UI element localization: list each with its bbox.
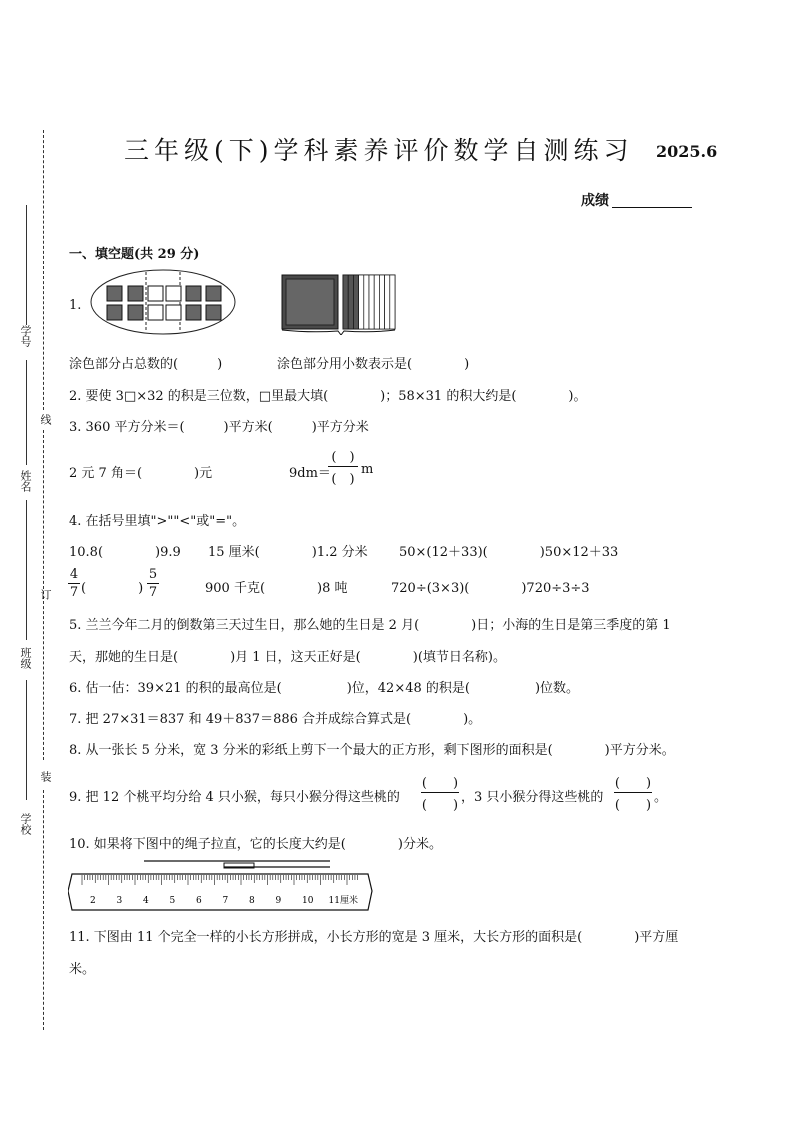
- q3-line2-suffix: m: [361, 462, 374, 477]
- blank-cell: [148, 286, 163, 301]
- q1-number: 1.: [69, 298, 82, 313]
- ruler-number: 9: [275, 896, 282, 906]
- q4-row2-c: 720÷(3×3)( )720÷3÷3: [391, 581, 590, 596]
- q1-decimal-square: [281, 273, 399, 335]
- staple-label: 订: [39, 589, 52, 600]
- q9-part1: 9. 把 12 个桃平均分给 4 只小猴，每只小猴分得这些桃的: [69, 790, 400, 805]
- q3-frac-den[interactable]: ( ): [331, 472, 355, 487]
- q7-text: 7. 把 27×31＝837 和 49＋837＝886 合并成综合算式是( )。: [69, 712, 482, 727]
- class-line: [26, 500, 27, 640]
- blank-cell: [166, 305, 181, 320]
- q3-line2-prefix: 9dm＝: [289, 466, 331, 481]
- q1-text-right: 涂色部分用小数表示是( ): [277, 357, 470, 372]
- q10-rope-ruler: [68, 857, 374, 913]
- q9-fraction-1: ( ) ( ): [421, 776, 459, 813]
- q4-row1-b: 15 厘米( )1.2 分米: [208, 545, 368, 560]
- shaded-cell: [206, 286, 221, 301]
- q3-line1: 3. 360 平方分米＝( )平方米( )平方分米: [69, 420, 369, 435]
- ruler-number: 6: [196, 896, 202, 906]
- shaded-cell: [107, 286, 122, 301]
- q6-text: 6. 估一估：39×21 的积的最高位是( )位，42×48 的积是( )位数。: [69, 681, 580, 696]
- decimal-strip: [374, 275, 379, 329]
- ruler-number: 8: [249, 896, 255, 906]
- q5-line2: 天，那她的生日是( )月 1 日，这天正好是( )(填节日名称)。: [69, 650, 506, 665]
- q3-line2-left: 2 元 7 角＝( )元: [69, 466, 213, 481]
- shaded-cell: [128, 286, 143, 301]
- shaded-cell: [186, 286, 201, 301]
- binding-dashed-line: [43, 130, 44, 410]
- ruler-number: 2: [90, 896, 96, 906]
- name-label: 姓名: [19, 470, 32, 492]
- q1-text-left: 涂色部分占总数的( ): [69, 357, 223, 372]
- student-id-line: [26, 205, 27, 325]
- shaded-cell: [107, 305, 122, 320]
- school-line: [26, 680, 27, 800]
- title-year: 2025.6: [656, 142, 718, 161]
- q3-fraction: [328, 446, 358, 487]
- shaded-cell: [128, 305, 143, 320]
- q3-frac-num[interactable]: ( ): [331, 450, 355, 465]
- name-line: [26, 360, 27, 465]
- ruler-number: 10: [302, 896, 314, 906]
- score-label: 成绩: [581, 193, 609, 209]
- q2-text: 2. 要使 3□×32 的积是三位数，□里最大填( )；58×31 的积大约是( )。: [69, 389, 587, 404]
- q4-fraction-1: 4 7: [69, 567, 79, 600]
- q4-fraction-2: 5 7: [148, 567, 158, 600]
- section-heading: 一、填空题(共 29 分): [69, 247, 200, 262]
- q4-row1-c: 50×(12＋33)( )50×12＋33: [399, 545, 619, 560]
- q9-part3: 。: [654, 790, 668, 805]
- binding-dashed-line: [43, 790, 44, 1030]
- q9-fraction-2: ( ) ( ): [614, 776, 652, 813]
- student-id-label: 学号: [19, 325, 32, 347]
- decimal-strip: [364, 275, 369, 329]
- q9-part2: ，3 只小猴分得这些桃的: [461, 790, 604, 805]
- q8-text: 8. 从一张长 5 分米，宽 3 分米的彩纸上剪下一个最大的正方形，剩下图形的面积是( )平方分米。: [69, 743, 675, 758]
- q4-row1-a: 10.8( )9.9: [69, 545, 181, 560]
- shaded-cell: [206, 305, 221, 320]
- q4-row2-blank: ( ): [81, 581, 144, 596]
- decimal-strip: [348, 275, 353, 329]
- q5-line1: 5. 兰兰今年二月的倒数第三天过生日，那么她的生日是 2 月( )日；小海的生日是第三季度的第 1: [69, 618, 671, 633]
- decimal-strip: [359, 275, 364, 329]
- decimal-strip: [390, 275, 395, 329]
- decimal-strip: [379, 275, 384, 329]
- decimal-strip: [343, 275, 348, 329]
- ruler-number: 11厘米: [328, 896, 358, 906]
- ruler-number: 5: [169, 896, 176, 906]
- class-label: 班级: [19, 647, 32, 669]
- q11-line1: 11. 下图由 11 个完全一样的小长方形拼成，小长方形的宽是 3 厘米，大长方形的面积是( )平方厘: [69, 930, 679, 945]
- ruler-number: 7: [222, 896, 229, 906]
- q4-intro: 4. 在括号里填">""<"或"="。: [69, 514, 246, 529]
- shaded-cell: [186, 305, 201, 320]
- decimal-strip: [369, 275, 374, 329]
- page-title: 三年级(下)学科素养评价数学自测练习: [124, 136, 634, 165]
- q4-row2-b: 900 千克( )8 吨: [205, 581, 348, 596]
- q10-text: 10. 如果将下图中的绳子拉直，它的长度大约是( )分米。: [69, 837, 442, 852]
- ruler-number: 4: [143, 896, 149, 906]
- school-label: 学校: [19, 813, 32, 835]
- bind-label: 装: [39, 771, 52, 782]
- score-blank[interactable]: [612, 207, 692, 208]
- blank-cell: [166, 286, 181, 301]
- q1-ellipse-grid: [90, 268, 236, 336]
- ruler-number: 3: [116, 896, 123, 906]
- decimal-strip: [385, 275, 390, 329]
- blank-cell: [148, 305, 163, 320]
- line-label: 线: [39, 414, 52, 425]
- decimal-strip: [353, 275, 358, 329]
- q11-line2: 米。: [69, 962, 96, 977]
